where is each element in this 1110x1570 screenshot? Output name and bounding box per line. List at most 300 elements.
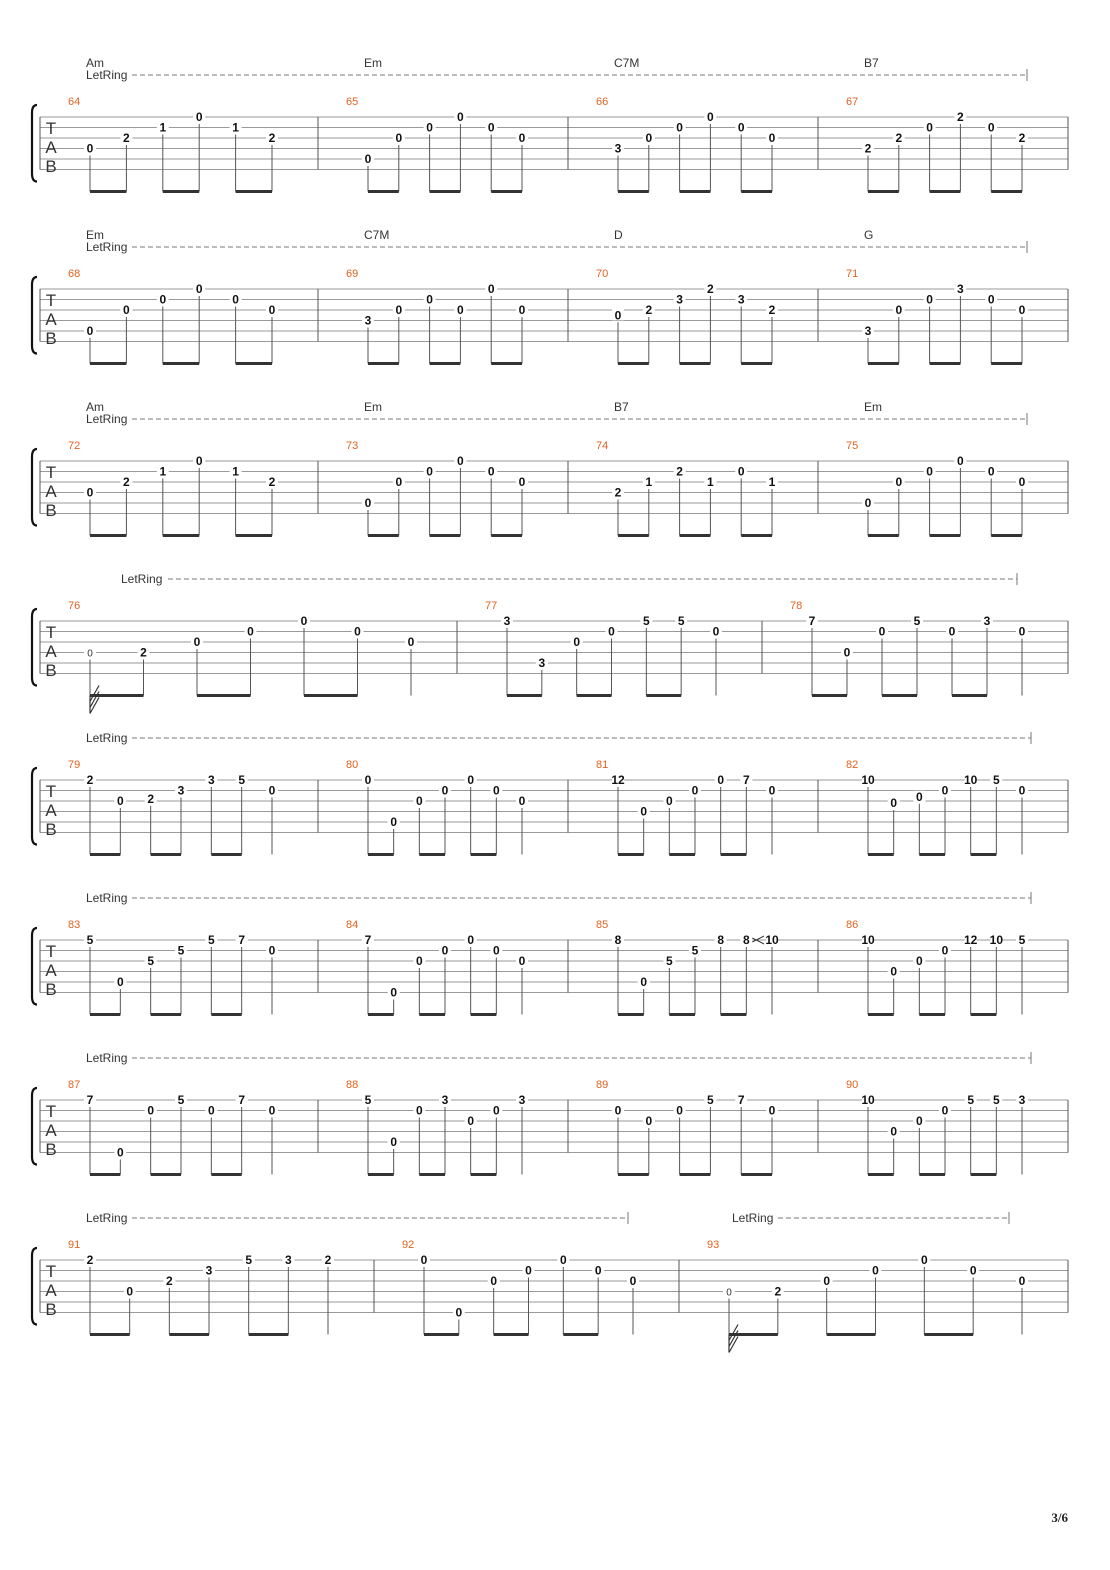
- fret-number: 2: [864, 141, 872, 156]
- fret-number: 0: [390, 1135, 398, 1149]
- measure-number: 78: [790, 600, 803, 612]
- fret-number: 0: [487, 120, 495, 135]
- fret-number: 2: [614, 485, 622, 500]
- fret-number: 0: [1018, 1274, 1026, 1288]
- fret-number: 0: [395, 475, 403, 489]
- fret-number: 0: [268, 783, 276, 798]
- measure-number: 76: [68, 600, 81, 612]
- fret-number: 2: [707, 282, 714, 296]
- fret-number: 0: [390, 985, 398, 1000]
- chord-name: Am: [86, 56, 104, 70]
- fret-number: 0: [159, 292, 167, 307]
- let-ring-label: LetRing: [86, 1051, 128, 1065]
- fret-number: 1: [768, 475, 776, 489]
- fret-number: 0: [518, 303, 526, 317]
- fret-number: 0: [86, 324, 94, 338]
- let-ring-label: LetRing: [86, 1211, 128, 1225]
- fret-number: 10: [765, 933, 779, 947]
- fret-number: 0: [890, 1124, 898, 1139]
- tab-clef-letter: A: [45, 310, 57, 329]
- fret-number: 0: [559, 1253, 567, 1267]
- fret-number: 0: [926, 292, 933, 307]
- chord-name: Em: [364, 400, 382, 414]
- fret-number: 0: [987, 120, 995, 135]
- chord-name: G: [864, 228, 874, 242]
- fret-number: 0: [195, 454, 203, 468]
- fret-number: 0: [268, 1103, 276, 1118]
- fret-number: 0: [1018, 783, 1026, 798]
- measure-number: 75: [846, 440, 859, 452]
- fret-number: 3: [503, 614, 511, 628]
- fret-number: 0: [457, 303, 464, 317]
- measure: [846, 228, 1028, 364]
- fret-number: 7: [238, 1093, 246, 1107]
- fret-number: 2: [676, 464, 683, 479]
- measure-number: 65: [346, 96, 359, 108]
- fret-number: 3: [983, 614, 991, 628]
- fret-number: 0: [614, 308, 622, 323]
- fret-number: 3: [538, 656, 546, 670]
- fret-number: 0: [147, 1103, 155, 1118]
- tab-clef-letter: B: [45, 820, 57, 839]
- fret-number: 3: [864, 324, 872, 338]
- chord-name: Em: [86, 228, 104, 242]
- tab-system: [32, 1211, 1068, 1353]
- fret-number: 0: [126, 1284, 134, 1299]
- fret-number: 0: [987, 292, 995, 307]
- fret-number: 3: [177, 783, 185, 798]
- fret-number: 0: [426, 292, 433, 307]
- fret-number: 0: [969, 1263, 977, 1278]
- fret-number: 5: [364, 1093, 372, 1107]
- fret-number: 3: [1018, 1093, 1026, 1107]
- fret-number: 0: [87, 648, 93, 660]
- fret-number: 0: [193, 635, 201, 649]
- let-ring-label: LetRing: [86, 240, 128, 254]
- fret-number: 0: [518, 475, 526, 489]
- measure: [596, 56, 778, 192]
- fret-number: 5: [913, 614, 921, 628]
- let-ring-label: LetRing: [86, 891, 128, 905]
- fret-number: 0: [364, 773, 372, 787]
- fret-number: 8: [742, 933, 750, 947]
- chord-name: C7M: [364, 228, 390, 242]
- fret-number: 0: [987, 464, 995, 479]
- fret-number: 7: [364, 933, 372, 947]
- measure-number: 84: [346, 919, 359, 931]
- fret-number: 1: [707, 475, 714, 489]
- system-bracket: [32, 1088, 37, 1165]
- fret-number: 1: [645, 475, 653, 489]
- fret-number: 0: [864, 496, 872, 510]
- fret-number: 0: [768, 1103, 776, 1118]
- fret-number: 3: [441, 1093, 449, 1107]
- measure-number: 73: [346, 440, 359, 452]
- fret-number: 0: [1018, 303, 1026, 317]
- measure-number: 70: [596, 268, 609, 280]
- system-bracket: [32, 277, 37, 354]
- fret-number: 2: [123, 475, 130, 489]
- tab-clef-letter: A: [45, 961, 57, 980]
- measure-number: 66: [596, 96, 609, 108]
- fret-number: 2: [140, 645, 147, 660]
- fret-number: 0: [300, 614, 308, 628]
- measure: [846, 400, 1028, 536]
- tab-system: [32, 400, 1068, 536]
- fret-number: 0: [608, 624, 615, 639]
- fret-number: 0: [116, 794, 124, 808]
- fret-number: 3: [207, 773, 215, 787]
- fret-number: 5: [967, 1093, 975, 1107]
- let-ring-label: LetRing: [86, 731, 128, 745]
- fret-number: 0: [614, 1103, 622, 1118]
- tab-clef-letter: A: [45, 1281, 57, 1300]
- fret-number: 0: [872, 1263, 879, 1278]
- fret-number: 5: [238, 773, 246, 787]
- measure: [346, 400, 528, 536]
- fret-number: 2: [324, 1253, 332, 1267]
- system-bracket: [32, 449, 37, 526]
- fret-number: 0: [123, 303, 130, 317]
- system-bracket: [32, 1248, 37, 1325]
- fret-number: 5: [642, 614, 650, 628]
- fret-number: 0: [86, 141, 94, 156]
- measure-number: 79: [68, 759, 81, 771]
- measure-number: 71: [846, 268, 859, 280]
- fret-number: 5: [177, 1093, 185, 1107]
- fret-number: 7: [238, 933, 246, 947]
- fret-number: 2: [123, 131, 130, 145]
- fret-number: 2: [165, 1274, 173, 1288]
- system-bracket: [32, 609, 37, 686]
- measure-number: 80: [346, 759, 359, 771]
- fret-number: 0: [457, 110, 464, 124]
- measure-number: 85: [596, 919, 609, 931]
- fret-number: 0: [86, 485, 94, 500]
- fret-number: 0: [895, 303, 903, 317]
- tab-clef-letter: B: [45, 329, 57, 348]
- fret-number: 2: [86, 1253, 94, 1267]
- measure: [596, 759, 778, 855]
- fret-number: 5: [147, 954, 155, 968]
- fret-number: 0: [354, 624, 361, 639]
- measure-number: 89: [596, 1079, 609, 1091]
- fret-number: 0: [640, 975, 648, 989]
- fret-number: 0: [645, 131, 653, 145]
- fret-number: 0: [518, 131, 526, 145]
- measure-number: 90: [846, 1079, 859, 1091]
- fret-number: 0: [195, 282, 203, 296]
- measure-number: 69: [346, 268, 359, 280]
- measure-number: 64: [68, 96, 81, 108]
- fret-number: 3: [676, 292, 683, 307]
- fret-number: 0: [920, 1253, 928, 1267]
- measure: [596, 919, 779, 1015]
- fret-number: 0: [390, 815, 398, 829]
- arpeggio-mark: [729, 1325, 738, 1353]
- fret-number: 7: [742, 773, 750, 787]
- fret-number: 0: [116, 1145, 124, 1160]
- measure: [485, 600, 722, 696]
- fret-number: 0: [415, 1103, 423, 1118]
- measure-number: 67: [846, 96, 859, 108]
- fret-number: 0: [420, 1253, 428, 1267]
- fret-number: 0: [926, 464, 933, 479]
- tab-clef-letter: T: [45, 623, 57, 642]
- fret-number: 5: [677, 614, 685, 628]
- arpeggio-mark: [90, 686, 99, 714]
- measure-number: 81: [596, 759, 609, 771]
- measure: [596, 1079, 778, 1175]
- fret-number: 0: [487, 464, 495, 479]
- fret-number: 0: [492, 1103, 500, 1118]
- fret-number: 0: [737, 464, 745, 479]
- fret-number: 0: [957, 454, 964, 468]
- fret-number: 5: [86, 933, 94, 947]
- fret-number: 0: [768, 131, 776, 145]
- tab-clef-letter: A: [45, 642, 57, 661]
- fret-number: 0: [676, 1103, 683, 1118]
- fret-number: 10: [861, 773, 875, 787]
- tab-clef-letter: T: [45, 291, 57, 310]
- system-bracket: [32, 768, 37, 845]
- measure-number: 82: [846, 759, 859, 771]
- fret-number: 0: [895, 475, 903, 489]
- measure-number: 74: [596, 440, 609, 452]
- fret-number: 1: [159, 464, 167, 479]
- tab-system: [32, 572, 1068, 714]
- system-bracket: [32, 928, 37, 1005]
- fret-number: 0: [407, 635, 415, 649]
- fret-number: 0: [878, 624, 886, 639]
- fret-number: 0: [525, 1263, 532, 1278]
- fret-number: 0: [691, 783, 699, 798]
- fret-number: 2: [645, 303, 653, 317]
- fret-number: 3: [364, 313, 372, 328]
- measure: [596, 400, 778, 536]
- tab-system: [32, 228, 1068, 364]
- measure-number: 86: [846, 919, 859, 931]
- fret-number: 1: [232, 120, 239, 135]
- fret-number: 10: [861, 933, 875, 947]
- tab-clef-letter: B: [45, 1300, 57, 1319]
- fret-number: 0: [518, 954, 526, 968]
- fret-number: 0: [926, 120, 933, 135]
- fret-number: 0: [426, 464, 433, 479]
- chord-name: Em: [364, 56, 382, 70]
- fret-number: 0: [737, 120, 745, 135]
- tab-system: [32, 891, 1068, 1015]
- fret-number: 7: [86, 1093, 94, 1107]
- page-number: 3/6: [1051, 1510, 1068, 1525]
- chord-name: B7: [614, 400, 629, 414]
- fret-number: 0: [717, 773, 725, 787]
- measure-number: 93: [707, 1239, 720, 1251]
- fret-number: 2: [768, 303, 776, 317]
- tab-clef-letter: B: [45, 501, 57, 520]
- fret-number: 0: [1018, 475, 1026, 489]
- fret-number: 3: [737, 292, 745, 307]
- fret-number: 2: [86, 773, 94, 787]
- fret-number: 5: [707, 1093, 714, 1107]
- fret-number: 0: [116, 975, 124, 989]
- fret-number: 0: [268, 943, 276, 958]
- fret-number: 0: [915, 1114, 923, 1128]
- fret-number: 1: [159, 120, 167, 135]
- fret-number: 3: [518, 1093, 526, 1107]
- let-ring-label: LetRing: [732, 1211, 774, 1225]
- fret-number: 2: [268, 131, 276, 145]
- tab-system: [32, 731, 1068, 855]
- fret-number: 0: [665, 794, 673, 808]
- let-ring-label: LetRing: [86, 412, 128, 426]
- fret-number: 2: [268, 475, 276, 489]
- fret-number: 0: [455, 1305, 463, 1320]
- fret-number: 10: [963, 773, 978, 787]
- fret-number: 0: [823, 1274, 831, 1288]
- measure: [68, 759, 278, 855]
- fret-number: 0: [441, 783, 449, 798]
- fret-number: 7: [808, 614, 816, 628]
- fret-number: 0: [467, 1114, 475, 1128]
- measure-number: 68: [68, 268, 81, 280]
- measure: [707, 1239, 1028, 1353]
- fret-number: 10: [989, 933, 1004, 947]
- tab-clef-letter: T: [45, 463, 57, 482]
- measure: [346, 919, 528, 1015]
- measure: [596, 228, 778, 364]
- fret-number: 0: [207, 1103, 215, 1118]
- measure: [790, 600, 1028, 696]
- tab-clef-letter: A: [45, 801, 57, 820]
- tab-system: [32, 1051, 1068, 1175]
- measure: [346, 759, 528, 855]
- fret-number: 0: [629, 1274, 637, 1288]
- fret-number: 0: [890, 796, 898, 811]
- fret-number: 0: [1018, 624, 1026, 639]
- fret-number: 0: [518, 794, 526, 808]
- fret-number: 5: [1018, 933, 1026, 947]
- fret-number: 0: [941, 1103, 949, 1118]
- measure: [846, 1079, 1028, 1175]
- tab-clef-letter: T: [45, 942, 57, 961]
- fret-number: 0: [441, 943, 449, 958]
- measure: [846, 56, 1028, 192]
- fret-number: 5: [207, 933, 215, 947]
- measure: [346, 228, 528, 364]
- fret-number: 0: [645, 1114, 653, 1128]
- fret-number: 0: [195, 110, 203, 124]
- fret-number: 3: [205, 1263, 213, 1278]
- measure-number: 91: [68, 1239, 81, 1251]
- fret-number: 0: [268, 303, 276, 317]
- tab-clef-letter: T: [45, 1102, 57, 1121]
- let-ring-label: LetRing: [86, 68, 128, 82]
- fret-number: 0: [712, 624, 720, 639]
- fret-number: 10: [861, 1093, 875, 1107]
- measure: [68, 919, 278, 1015]
- fret-number: 2: [1018, 131, 1026, 145]
- fret-number: 0: [726, 1287, 732, 1299]
- fret-number: 0: [395, 303, 403, 317]
- fret-number: 5: [245, 1253, 253, 1267]
- fret-number: 0: [890, 964, 898, 979]
- chord-name: B7: [864, 56, 879, 70]
- fret-number: 5: [992, 1093, 1000, 1107]
- fret-number: 0: [247, 624, 254, 639]
- fret-number: 0: [415, 794, 423, 808]
- tab-clef-letter: A: [45, 1121, 57, 1140]
- tab-clef-letter: A: [45, 138, 57, 157]
- fret-number: 0: [915, 789, 923, 804]
- measure: [68, 1079, 278, 1175]
- measure: [402, 1239, 639, 1335]
- tab-clef-letter: T: [45, 782, 57, 801]
- chord-name: Am: [86, 400, 104, 414]
- chord-name: Em: [864, 400, 882, 414]
- fret-number: 0: [395, 131, 403, 145]
- fret-number: 0: [915, 954, 923, 968]
- measure-number: 87: [68, 1079, 81, 1091]
- fret-number: 5: [665, 954, 673, 968]
- fret-number: 0: [364, 152, 372, 166]
- measure-number: 88: [346, 1079, 359, 1091]
- fret-number: 0: [415, 954, 423, 968]
- fret-number: 0: [640, 804, 648, 819]
- fret-number: 0: [467, 933, 475, 947]
- fret-number: 0: [467, 773, 475, 787]
- fret-number: 0: [487, 282, 495, 296]
- measure-number: 83: [68, 919, 81, 931]
- tab-clef-letter: B: [45, 157, 57, 176]
- measure: [346, 56, 528, 192]
- tab-clef-letter: A: [45, 482, 57, 501]
- fret-number: 2: [147, 791, 155, 806]
- fret-number: 0: [490, 1274, 498, 1288]
- fret-number: 5: [177, 943, 185, 958]
- fret-number: 3: [284, 1253, 292, 1267]
- fret-number: 5: [691, 943, 699, 958]
- fret-number: 2: [774, 1284, 782, 1299]
- measure-number: 72: [68, 440, 81, 452]
- measure: [68, 1239, 334, 1335]
- system-bracket: [32, 105, 37, 182]
- measure-number: 77: [485, 600, 498, 612]
- fret-number: 0: [707, 110, 714, 124]
- fret-number: 0: [948, 624, 956, 639]
- fret-number: 0: [843, 645, 851, 660]
- fret-number: 8: [717, 933, 725, 947]
- fret-number: 0: [492, 783, 500, 798]
- measure: [346, 1079, 528, 1175]
- measure: [68, 600, 417, 714]
- fret-number: 0: [768, 783, 776, 798]
- tab-system: [32, 56, 1068, 192]
- fret-number: 2: [895, 131, 903, 145]
- fret-number: 0: [426, 120, 433, 135]
- fret-number: 12: [963, 933, 978, 947]
- fret-number: 2: [957, 110, 964, 124]
- fret-number: 8: [614, 933, 622, 947]
- fret-number: 0: [676, 120, 683, 135]
- chord-name: C7M: [614, 56, 640, 70]
- tab-clef-letter: B: [45, 1140, 57, 1159]
- chord-name: D: [614, 228, 623, 242]
- tab-clef-letter: B: [45, 980, 57, 999]
- tab-clef-letter: T: [45, 1262, 57, 1281]
- tab-clef-letter: T: [45, 119, 57, 138]
- fret-number: 0: [941, 943, 949, 958]
